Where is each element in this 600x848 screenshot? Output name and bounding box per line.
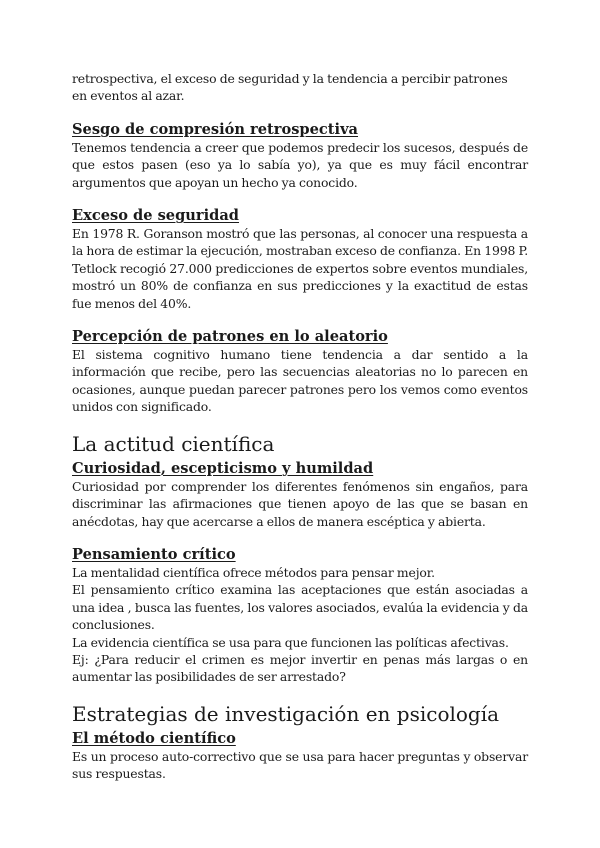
- heading-estrategias: Estrategias de investigación en psicología: [72, 701, 500, 726]
- paragraph-sesgo: Tenemos tendencia a creer que podemos predecir los sucesos, después de que estos pasen (eso ya lo sabía yo), ya que es muy fácil encontrar argumentos que apoyan un hecho ya conocido.: [72, 139, 528, 190]
- section-title-sesgo: Sesgo de compresión retrospectiva: [72, 120, 359, 138]
- paragraph-pensamiento-1: La mentalidad científica ofrece métodos para pensar mejor.: [72, 564, 435, 580]
- paragraph-metodo-cientifico: Es un proceso auto-correctivo que se usa para hacer preguntas y observar sus respuestas.: [72, 748, 528, 782]
- paragraph-exceso-seguridad: En 1978 R. Goranson mostró que las personas, al conocer una respuesta a la hora de estimar la ejecución, mostraban exceso de confianza. En 1998 P. Tetlock recogió 27.000 predicciones de expertos sobre eventos mundiales, mostró un 80% de confianza en sus predicciones y la exactitud de estas fue menos del 40%.: [72, 226, 528, 311]
- intro-line-2: en eventos al azar.: [72, 88, 185, 104]
- section-title-exceso-seguridad: Exceso de seguridad: [72, 207, 240, 225]
- paragraph-patrones: El sistema cognitivo humano tiene tendencia a dar sentido a la información que recibe, pero las secuencias aleatorias no lo parecen en ocasiones, aunque puedan parecer patrones pero los vemos como eventos unidos con significado.: [72, 347, 528, 415]
- paragraph-curiosidad: Curiosidad por comprender los diferentes fenómenos sin engaños, para discriminar las afirmaciones que tienen apoyo de las que se basan en anécdotas, hay que acercarse a ellos de manera escéptica y abierta.: [72, 478, 528, 529]
- section-title-pensamiento-critico: Pensamiento crítico: [72, 545, 236, 563]
- section-title-metodo-cientifico: El método científico: [72, 729, 236, 747]
- intro-line-1: retrospectiva, el exceso de seguridad y la tendencia a percibir patrones: [72, 71, 508, 86]
- page-content: [72, 70, 528, 783]
- section-title-curiosidad: Curiosidad, escepticismo y humildad: [72, 459, 374, 477]
- paragraph-pensamiento-3: La evidencia científica se usa para que funcionen las políticas afectivas.: [72, 634, 509, 650]
- paragraph-pensamiento-4: Ej: ¿Para reducir el crimen es mejor invertir en penas más largas o en aumentar las posibilidades de ser arrestado?: [72, 651, 528, 685]
- heading-actitud-cientifica: La actitud científica: [72, 431, 275, 456]
- paragraph-pensamiento-2: El pensamiento crítico examina las aceptaciones que están asociadas a una idea , busca las fuentes, los valores asociados, evalúa la evidencia y da conclusiones.: [72, 582, 528, 633]
- section-title-patrones: Percepción de patrones en lo aleatorio: [72, 328, 388, 346]
